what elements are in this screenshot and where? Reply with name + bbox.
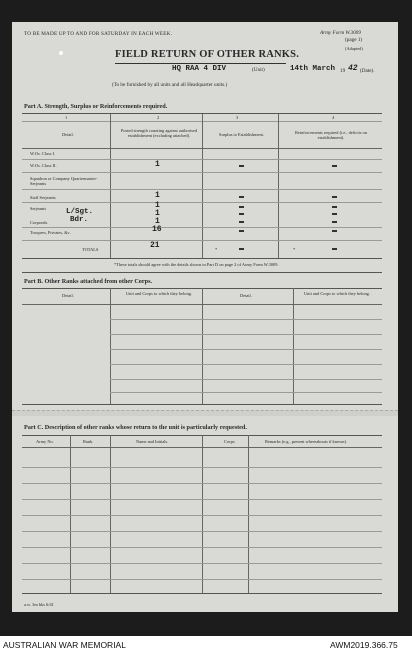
part-b-col-unit: Unit and Corps to which they belong. [126, 291, 192, 296]
part-a-col-rule [202, 114, 203, 259]
part-a-col-rule [278, 114, 279, 259]
part-c-row-rule [22, 563, 382, 564]
part-b-row-rule [110, 379, 382, 380]
part-c-row-rule [22, 515, 382, 516]
row-rule [22, 159, 382, 160]
row-label-troopers: Troopers, Privates, &c. [30, 230, 71, 235]
form-number: Army Form W.3009 [320, 30, 361, 36]
caption-right: AWM2019.366.75 [330, 640, 398, 650]
paper-fold [12, 410, 398, 416]
form-title: FIELD RETURN OF OTHER RANKS. [115, 49, 300, 60]
part-a-heading: Part A. Strength, Surplus or Reinforcements required. [24, 103, 168, 110]
posted-troopers: 16 [152, 225, 162, 234]
part-c-col-rule [110, 435, 111, 593]
caption-left: AUSTRALIAN WAR MEMORIAL [3, 640, 126, 650]
top-instruction: TO BE MADE UP TO AND FOR SATURDAY IN EACH WEEK. [24, 31, 173, 37]
print-code: a.w. 3m bks 6/41 [24, 602, 54, 607]
year-value: 42 [348, 64, 358, 73]
col-number-2: 2 [157, 115, 160, 120]
posted-corporals: 1 [155, 217, 160, 226]
part-b-row-rule [110, 334, 382, 335]
part-b-top-rule [22, 272, 382, 273]
posted-serjeants: 1 [155, 201, 160, 210]
part-b-col-rule [202, 288, 203, 404]
part-c-col-rule [70, 435, 71, 593]
part-b-row-rule [110, 392, 382, 393]
part-b-row-rule [110, 319, 382, 320]
part-b-heading: Part B. Other Ranks attached from other Corps. [24, 278, 153, 285]
date-value: 14th March [290, 65, 336, 73]
totals-surplus-dash [239, 248, 244, 250]
row-rule [22, 240, 382, 241]
reinf-dash [332, 165, 337, 167]
posted-staff-serjeants: 1 [155, 191, 160, 200]
part-c-col-corps: Corps. [224, 439, 236, 444]
surplus-dash [239, 206, 244, 208]
part-c-row-rule [22, 483, 382, 484]
totals-posted: 21 [150, 241, 160, 250]
reinf-dash [332, 230, 337, 232]
part-a-col-rule [110, 114, 111, 259]
col-number-4: 4 [332, 115, 335, 120]
form-page [12, 22, 398, 612]
part-c-bottom-rule [22, 593, 382, 594]
reinf-dash [332, 196, 337, 198]
col-header-detail: Detail. [62, 132, 74, 137]
part-c-col-rule [202, 435, 203, 593]
part-c-col-remarks: Remarks (e.g., present whereabouts if known). [265, 439, 348, 444]
reinf-dash [332, 213, 337, 215]
part-b-col-detail: Detail. [62, 293, 74, 298]
row-rule [22, 227, 382, 228]
part-b-row-rule [110, 349, 382, 350]
surplus-dash [239, 213, 244, 215]
part-c-col-army-no: Army No. [36, 439, 54, 444]
part-c-row-rule [22, 547, 382, 548]
unit-value: HQ RAA 4 DIV [172, 65, 227, 73]
reinf-dash [332, 221, 337, 223]
unit-label: (Unit) [252, 67, 265, 73]
totals-footnote: *These totals should agree with the details shown in Part D on page 2 of Army Form W.3009. [114, 262, 279, 267]
handwritten-bombardier: Bdr. [70, 216, 89, 224]
page-number: (page 1) [345, 37, 363, 43]
adapted-stamp: (Adapted) [345, 46, 363, 51]
totals-asterisk: * [215, 247, 218, 252]
row-label-wo-class-1: W.Os. Class I. [30, 151, 56, 156]
surplus-dash [239, 230, 244, 232]
part-c-row-rule [22, 531, 382, 532]
part-c-col-rule [248, 435, 249, 593]
reinf-dash [332, 206, 337, 208]
row-label-serjeants: Serjeants [30, 206, 47, 211]
date-label: (Date). [360, 68, 375, 74]
row-label-staff-serjeants: Staff Serjeants [30, 195, 56, 200]
furnish-note: (To be furnished by all units and all Headquarter units.) [112, 82, 228, 88]
part-b-col-unit-2: Unit and Corps to which they belong. [304, 291, 370, 296]
row-label-sqms: Squadron or Company Quartermaster-Serjeants [30, 176, 98, 186]
part-b-col-rule [110, 288, 111, 404]
part-c-col-name: Name and Initials. [136, 439, 169, 444]
row-rule [22, 172, 382, 173]
part-c-row-rule [22, 467, 382, 468]
totals-reinf-dash [332, 248, 337, 250]
title-underline [115, 63, 286, 64]
col-number-1: 1 [65, 115, 68, 120]
part-c-row-rule [22, 499, 382, 500]
col-header-posted: Posted strength counting against authorised establishment (excluding attached). [120, 128, 198, 138]
year-prefix: 19 [340, 68, 346, 74]
part-b-bottom-rule [22, 404, 382, 405]
punch-hole [59, 51, 63, 55]
totals-label: TOTALS [82, 247, 99, 252]
totals-asterisk: * [293, 247, 296, 252]
handwritten-lance-sergeant: L/Sgt. [66, 208, 94, 216]
col-header-surplus: Surplus to Establishment. [219, 132, 265, 137]
col-header-reinforcements: Reinforcements required (i.e., deficits on establishment). [294, 130, 368, 140]
row-label-wo-class-2: W.Os. Class II. [30, 163, 57, 168]
part-c-col-rank: Rank. [83, 439, 94, 444]
part-c-row-rule [22, 579, 382, 580]
part-c-heading: Part C. Description of other ranks whose return to the unit is particularly requested. [24, 424, 247, 431]
row-label-corporals: Corporals [30, 220, 48, 225]
row-rule [22, 202, 382, 203]
part-b-col-rule [293, 288, 294, 404]
row-rule [22, 189, 382, 190]
surplus-dash [239, 165, 244, 167]
part-b-row-rule [110, 364, 382, 365]
col-number-3: 3 [236, 115, 239, 120]
surplus-dash [239, 196, 244, 198]
part-b-col-detail-2: Detail. [240, 293, 252, 298]
surplus-dash [239, 221, 244, 223]
totals-rule [22, 258, 382, 259]
posted-lance-sergeant: 1 [155, 209, 160, 218]
posted-wo-class-2: 1 [155, 160, 160, 169]
